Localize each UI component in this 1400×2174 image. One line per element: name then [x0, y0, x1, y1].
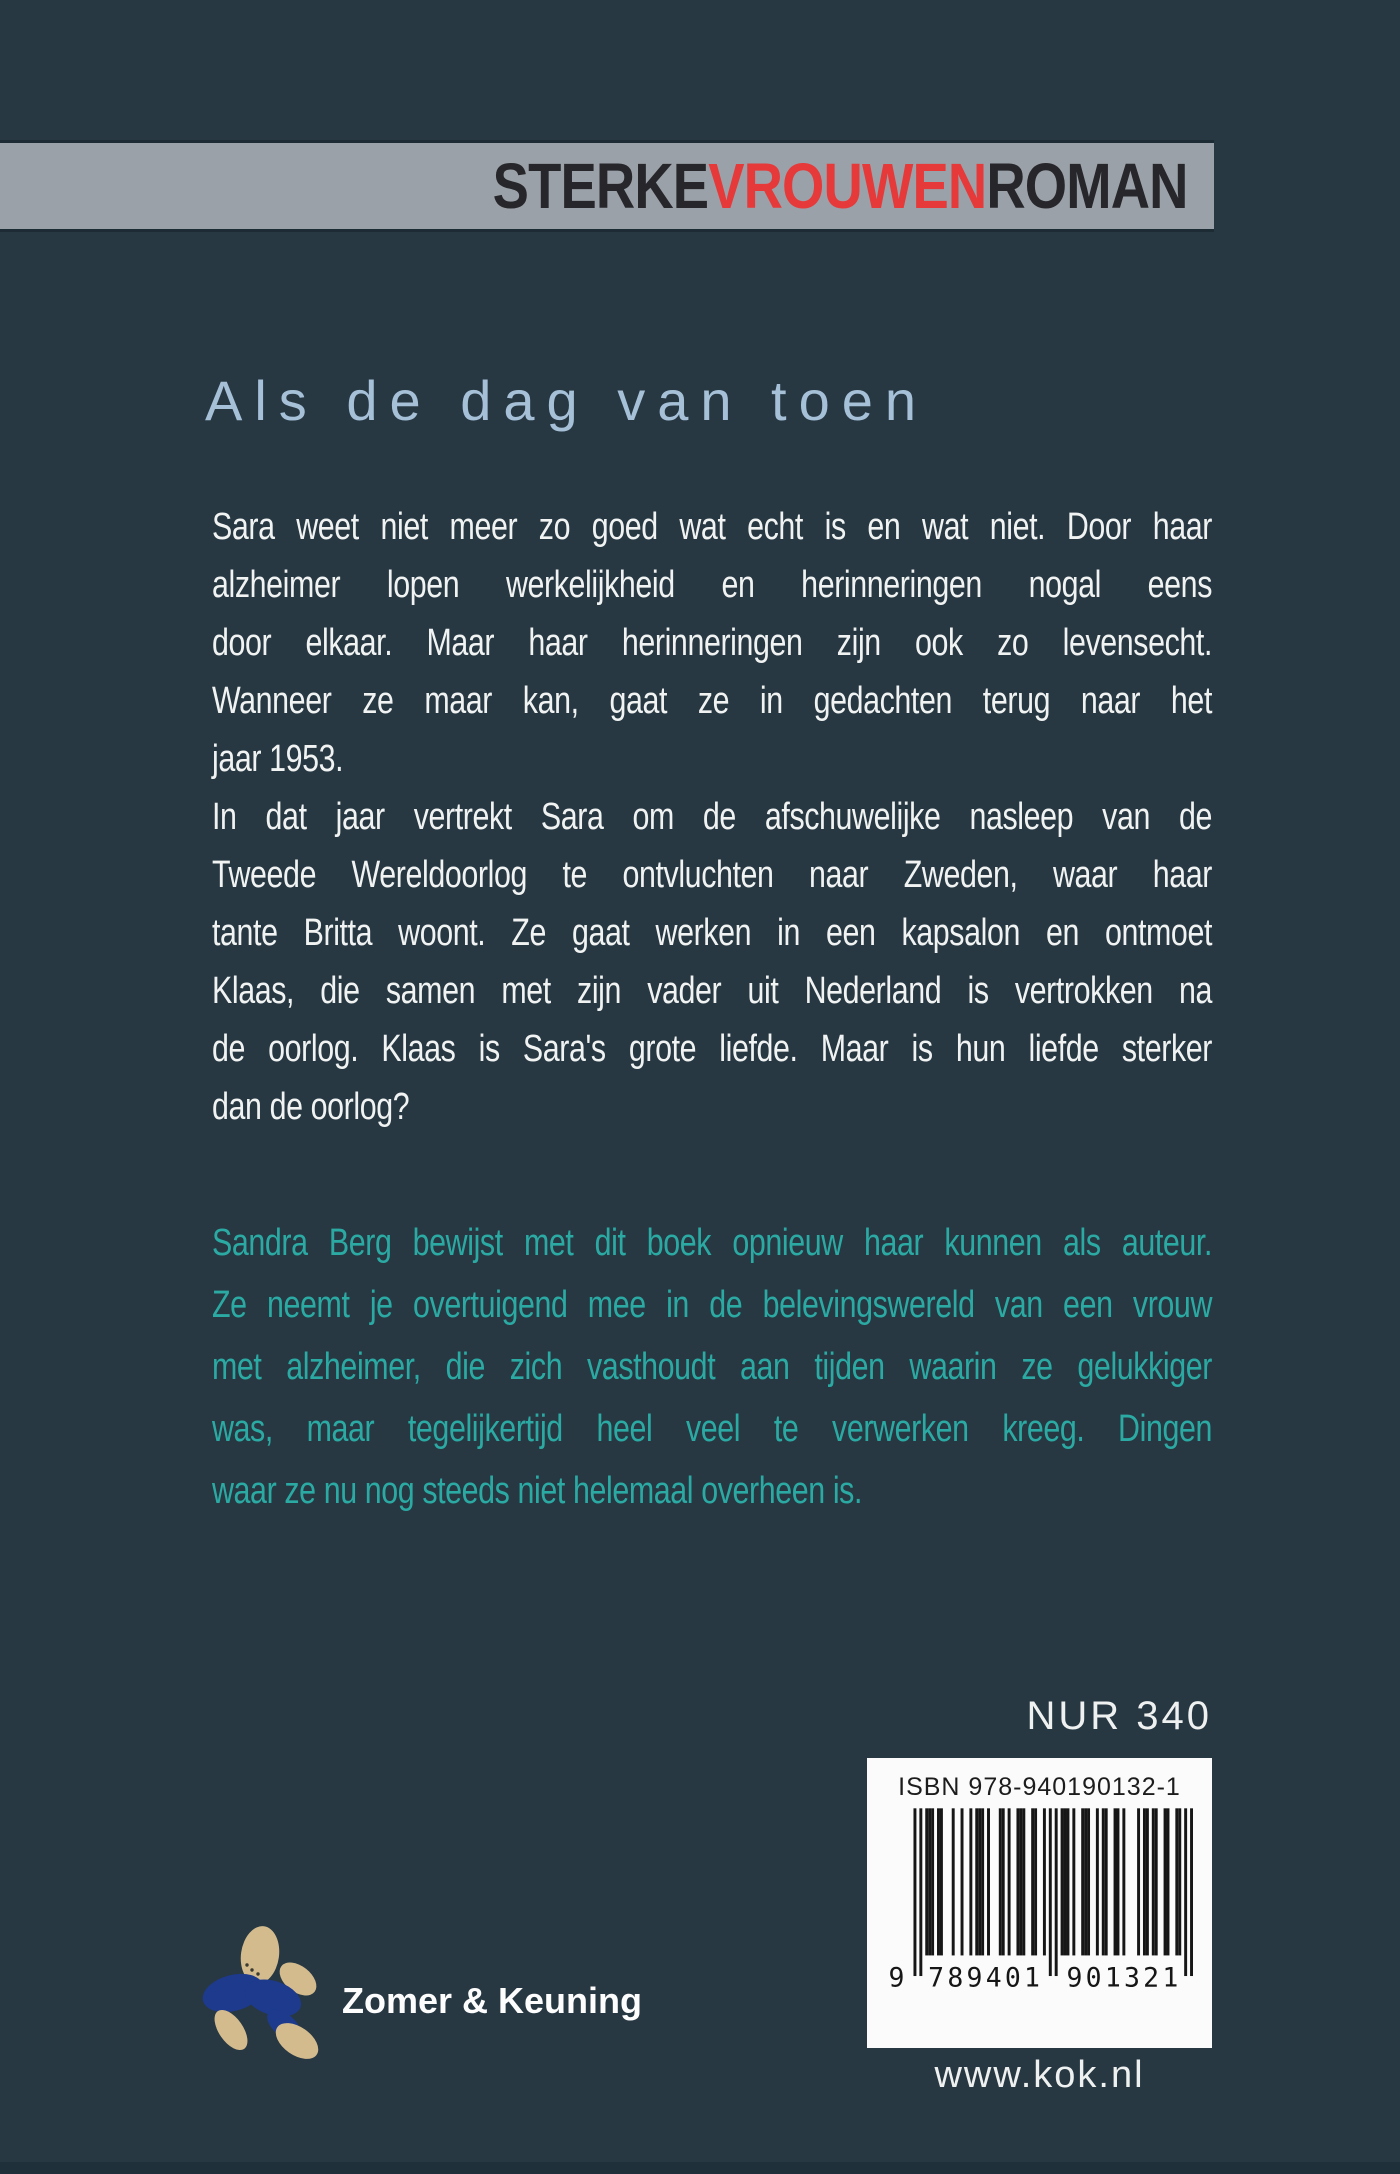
nur-code: NUR 340 — [1026, 1694, 1212, 1738]
synopsis-line: jaar 1953. — [212, 738, 344, 780]
genre-banner-text — [493, 150, 1188, 222]
barcode-panel — [867, 1758, 1212, 2048]
genre-banner — [0, 140, 1214, 232]
website-url: www.kok.nl — [934, 2054, 1145, 2096]
synopsis-line: Klaas, die samen met zijn vader uit Nederland is vertrokken na — [212, 970, 1212, 1012]
barcode-digit-group: 901321 — [1065, 1962, 1178, 1994]
synopsis-line: Wanneer ze maar kan, gaat ze in gedachten terug naar het — [212, 680, 1212, 722]
barcode-digit-group: 9 — [887, 1962, 904, 1994]
banner-segment: ROMAN — [986, 150, 1188, 222]
synopsis-line: tante Britta woont. Ze gaat werken in een kapsalon en ontmoet — [212, 912, 1212, 954]
synopsis-line: de oorlog. Klaas is Sara's grote liefde. Maar is hun liefde sterker — [212, 1028, 1212, 1070]
synopsis-line: door elkaar. Maar haar herinneringen zijn ook zo levensecht. — [212, 622, 1212, 664]
banner-segment: STERKE — [493, 150, 709, 222]
review-line: Ze neemt je overtuigend mee in de belevingswereld van een vrouw — [212, 1284, 1212, 1326]
isbn-label: ISBN 978-940190132-1 — [898, 1773, 1181, 1801]
barcode-digit-group: 789401 — [927, 1962, 1040, 1994]
review-line: was, maar tegelijkertijd heel veel te verwerken kreeg. Dingen — [212, 1408, 1212, 1450]
review-line: met alzheimer, die zich vasthoudt aan tijden waarin ze gelukkiger — [212, 1346, 1212, 1388]
review-line: Sandra Berg bewijst met dit boek opnieuw haar kunnen als auteur. — [212, 1222, 1212, 1264]
banner-segment: VROUWEN — [708, 150, 987, 222]
barcode-bars — [913, 1808, 1193, 1976]
review-line: waar ze nu nog steeds niet helemaal overheen is. — [212, 1470, 863, 1512]
synopsis-line: dan de oorlog? — [212, 1086, 410, 1128]
book-title: Als de dag van toen — [205, 369, 929, 432]
synopsis-line: Tweede Wereldoorlog te ontvluchten naar Zweden, waar haar — [212, 854, 1212, 896]
synopsis-line: Sara weet niet meer zo goed wat echt is en wat niet. Door haar — [212, 506, 1212, 548]
cover-bottom-edge — [0, 2162, 1400, 2174]
review-text — [212, 1212, 1212, 1522]
synopsis-line: In dat jaar vertrekt Sara om de afschuwelijke nasleep van de — [212, 796, 1212, 838]
synopsis-line: alzheimer lopen werkelijkheid en herinneringen nogal eens — [212, 564, 1212, 606]
publisher-logo flower-icon — [186, 1915, 356, 2075]
synopsis-text — [212, 498, 1212, 1136]
publisher-name: Zomer & Keuning — [342, 1980, 643, 2021]
barcode-icon — [887, 1808, 1193, 1994]
